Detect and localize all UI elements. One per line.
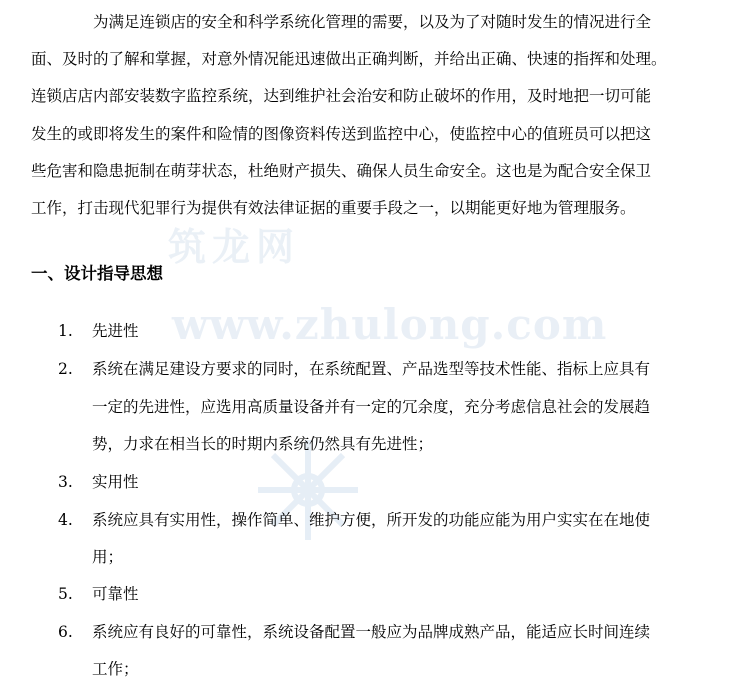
list-item-text: 系统在满足建设方要求的同时，在系统配置、产品选型等技术性能、指标上应具有 <box>92 360 651 378</box>
list-item-number: 6. <box>58 623 73 641</box>
intro-line-2: 面、及时的了解和掌握，对意外情况能迅速做出正确判断，并给出正确、快速的指挥和处理。 <box>31 50 667 68</box>
intro-line-1: 为满足连锁店的安全和科学系统化管理的需要，以及为了对随时发生的情况进行全 <box>93 13 652 31</box>
list-item-text: 工作； <box>92 660 139 678</box>
intro-line-6: 工作，打击现代犯罪行为提供有效法律证据的重要手段之一，以期能更好地为管理服务。 <box>31 199 636 217</box>
intro-line-3: 连锁店店内部安装数字监控系统，达到维护社会治安和防止破坏的作用，及时地把一切可能 <box>31 87 652 105</box>
intro-line-4: 发生的或即将发生的案件和险情的图像资料传送到监控中心，使监控中心的值班员可以把这 <box>31 125 652 143</box>
watermark-text-url: www.zhulong.com <box>172 300 608 349</box>
list-item-text: 实用性 <box>92 473 139 491</box>
list-item-text: 系统应有良好的可靠性，系统设备配置一般应为品牌成熟产品，能适应长时间连续 <box>92 623 651 641</box>
list-item-number: 2. <box>58 360 73 378</box>
watermark-text-cn: 筑龙网 <box>168 224 301 269</box>
list-item-number: 3. <box>58 473 73 491</box>
list-item-text: 用； <box>92 548 124 566</box>
list-item-number: 5. <box>58 585 73 603</box>
section-heading: 一、设计指导思想 <box>31 264 163 283</box>
intro-line-5: 些危害和隐患扼制在萌芽状态，杜绝财产损失、确保人员生命安全。这也是为配合安全保卫 <box>31 162 652 180</box>
list-item-text: 可靠性 <box>92 585 139 603</box>
list-item-text: 先进性 <box>92 322 139 340</box>
list-item-number: 1. <box>58 322 73 340</box>
list-item-text: 势，力求在相当长的时期内系统仍然具有先进性； <box>92 435 434 453</box>
list-item-text: 系统应具有实用性，操作简单、维护方便，所开发的功能应能为用户实实在在地使 <box>92 511 651 529</box>
list-item-number: 4. <box>58 511 73 529</box>
list-item-text: 一定的先进性，应选用高质量设备并有一定的冗余度，充分考虑信息社会的发展趋 <box>92 398 651 416</box>
